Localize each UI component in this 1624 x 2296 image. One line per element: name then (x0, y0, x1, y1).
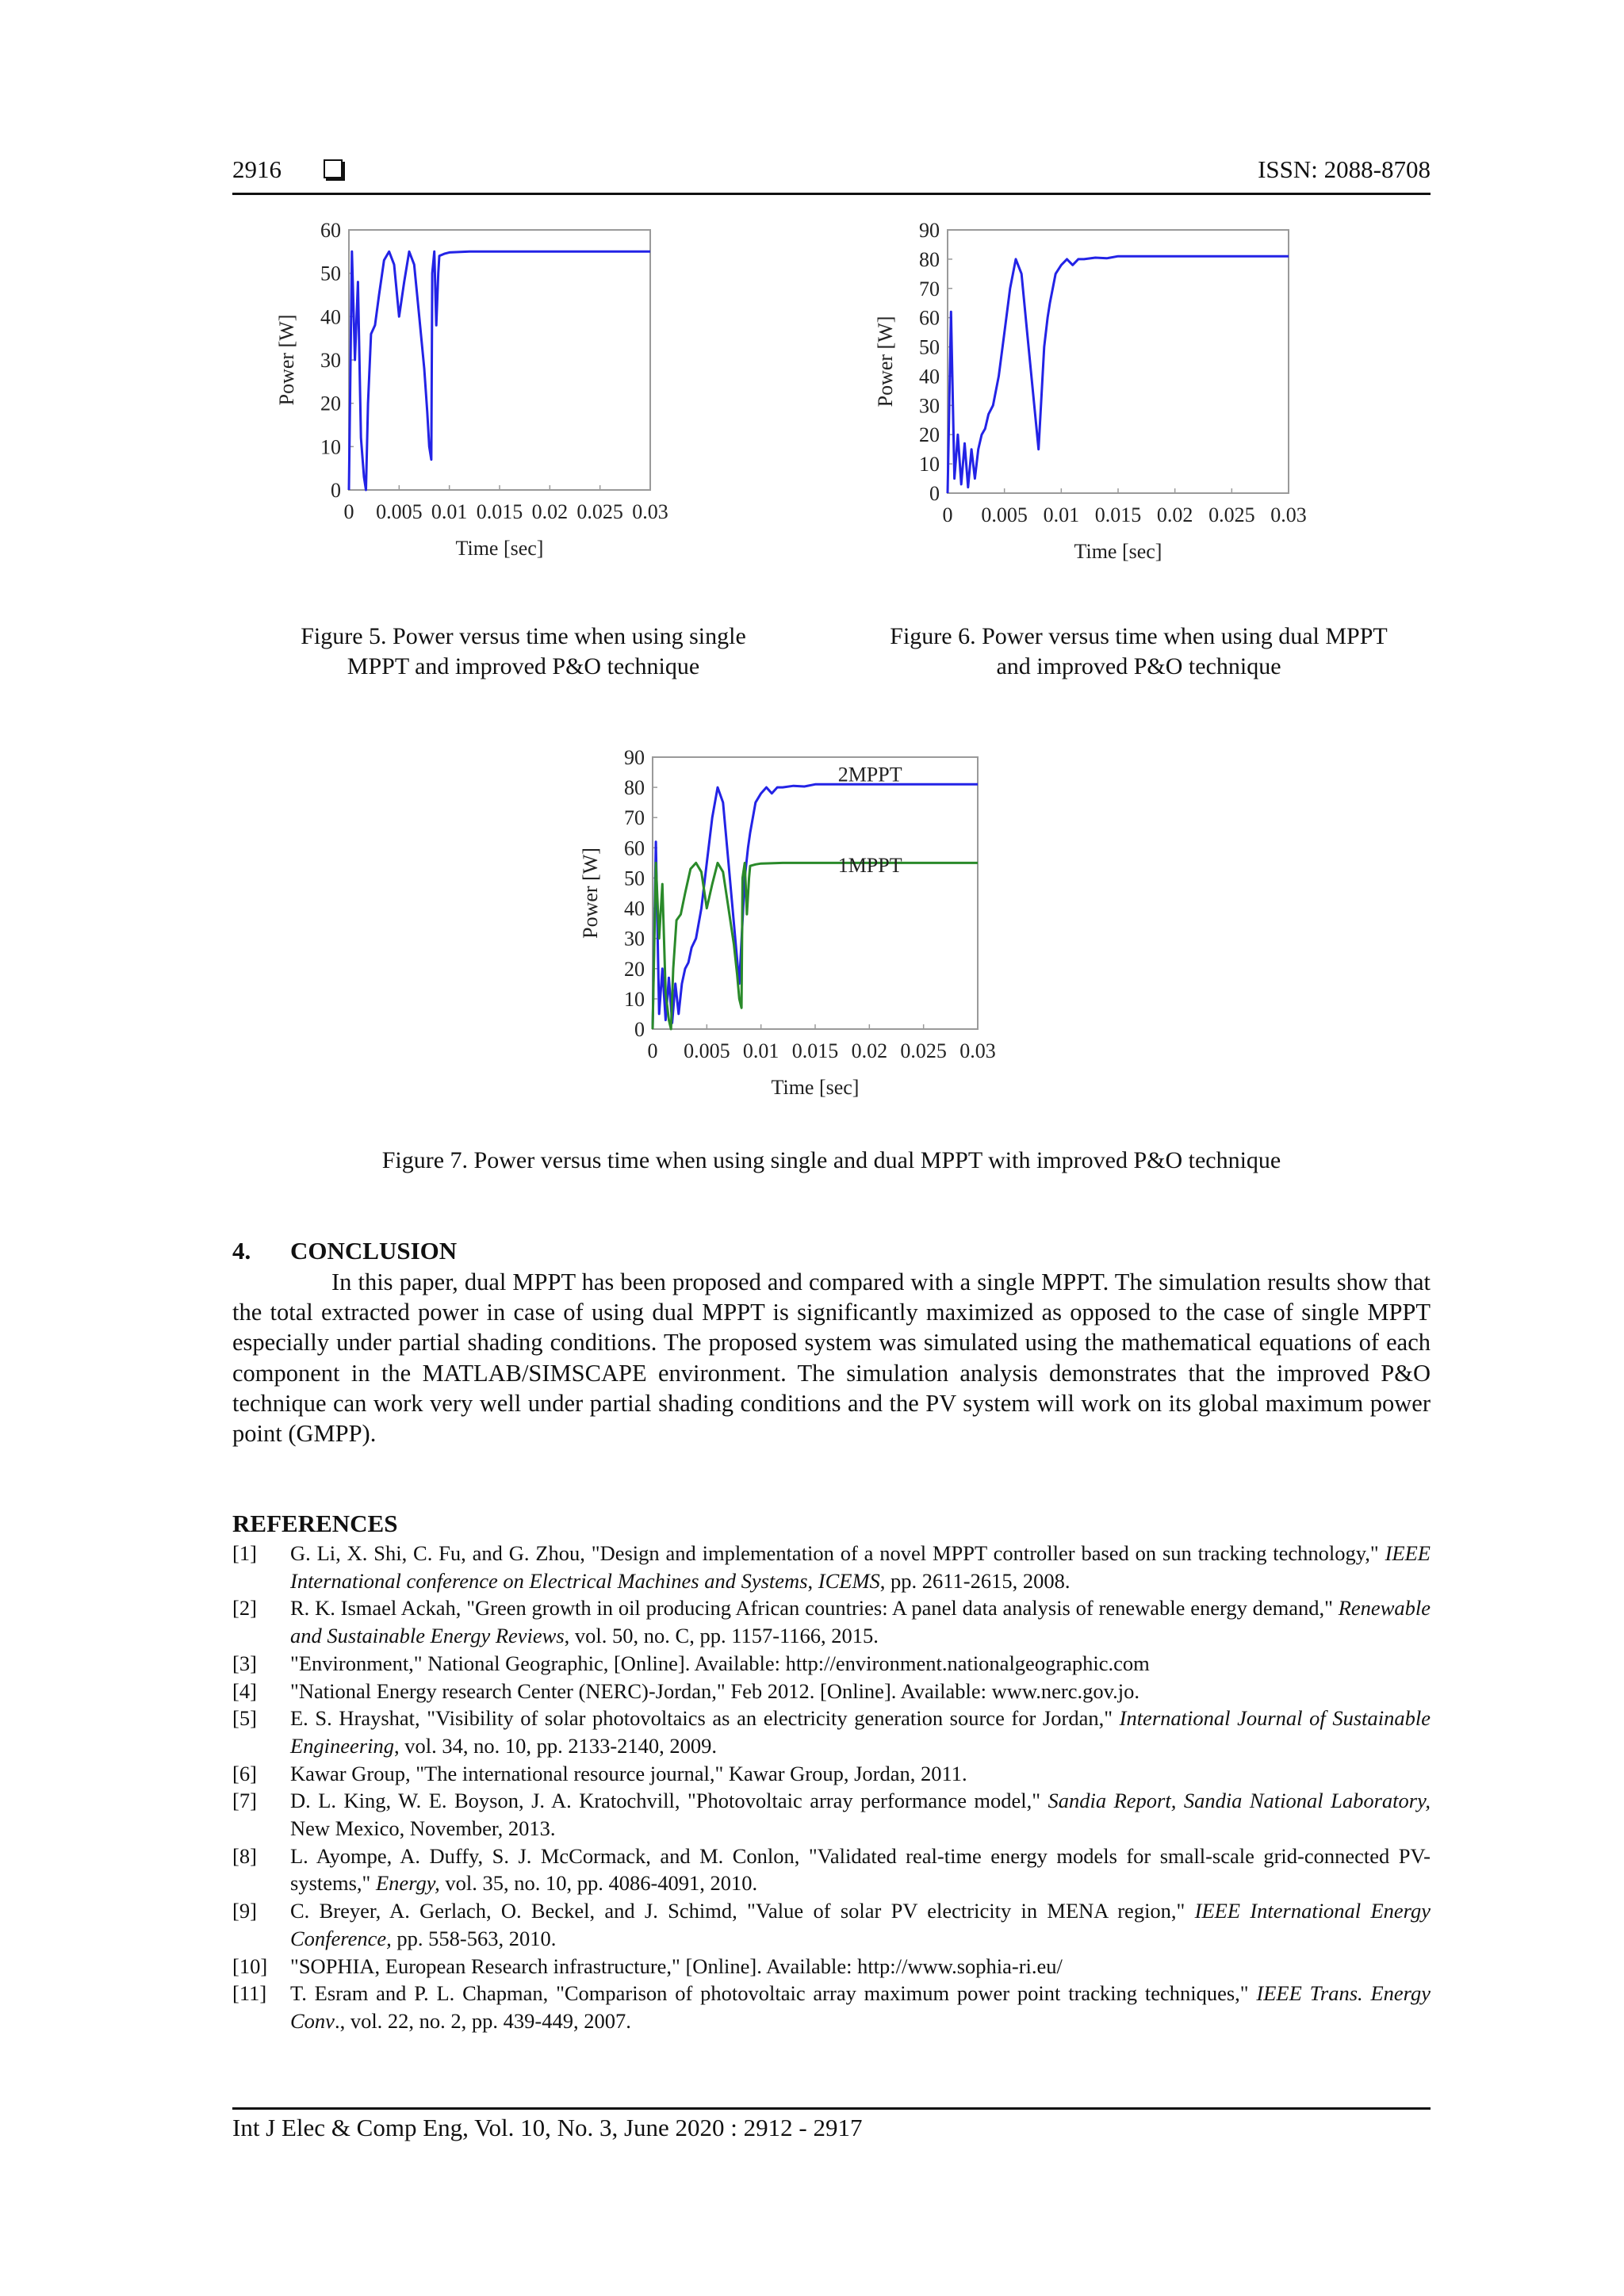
reference-number: [11] (232, 1981, 267, 2006)
y-tick-label: 40 (624, 897, 645, 920)
x-tick-label: 0.02 (531, 500, 569, 523)
reference-number: [6] (232, 1761, 257, 1785)
y-tick-label: 60 (624, 836, 645, 860)
figure-5-chart (254, 214, 809, 595)
y-tick-label: 0 (634, 1018, 645, 1041)
section-number: 4. (232, 1237, 251, 1265)
reference-number: [7] (232, 1789, 257, 1813)
y-tick-label: 40 (919, 365, 940, 388)
x-tick-label: 0.025 (576, 500, 623, 523)
y-tick-label: 30 (624, 927, 645, 951)
x-tick-label: 0.02 (1156, 503, 1193, 526)
reference-item (232, 1678, 1431, 1705)
figure-6-caption (845, 622, 1432, 682)
reference-item (232, 1760, 1431, 1788)
x-axis-label: Time [sec] (771, 1076, 860, 1099)
reference-item (232, 1650, 1431, 1678)
figure-5-caption-line-2: MPPT and improved P&O technique (347, 653, 700, 679)
reference-number: [10] (232, 1954, 268, 1978)
reference-text: "SOPHIA, European Research infrastructure," [Online]. Available: http://www.sophia-ri.eu/ (290, 1954, 1063, 1978)
reference-text: "National Energy research Center (NERC)-Jordan," Feb 2012. [Online]. Available: www.nerc.gov.jo. (290, 1678, 1140, 1703)
plot-frame (948, 230, 1289, 493)
header-rule (232, 193, 1431, 195)
x-tick-label: 0.005 (376, 500, 423, 523)
y-tick-label: 70 (919, 277, 940, 300)
x-tick-label: 0 (343, 500, 354, 523)
figure-5-caption-line-1: Figure 5. Power versus time when using single (301, 623, 746, 649)
y-tick-label: 20 (919, 423, 940, 447)
reference-text: C. Breyer, A. Gerlach, O. Beckel, and J. Schimd, "Value of solar PV electricity in MENA region," IEEE International Energy Conference, pp. 558-563, 2010. (290, 1899, 1431, 1950)
y-tick-label: 50 (624, 867, 645, 890)
journal-issn: ISSN: 2088-8708 (1258, 155, 1431, 183)
reference-item (232, 1705, 1431, 1759)
reference-text: "Environment," National Geographic, [Online]. Available: http://environment.nationalgeographic.com (290, 1651, 1150, 1675)
x-tick-label: 0.01 (1043, 503, 1080, 526)
x-tick-label: 0 (942, 503, 953, 526)
y-tick-label: 50 (320, 262, 341, 285)
y-tick-label: 10 (320, 435, 341, 459)
reference-text: T. Esram and P. L. Chapman, "Comparison of photovoltaic array maximum power point tracking techniques," IEEE Trans. Energy Conv., vol. 22, no. 2, pp. 439-449, 2007. (290, 1981, 1431, 2033)
y-tick-label: 20 (320, 392, 341, 415)
footer-rule (232, 2107, 1431, 2110)
x-tick-label: 0.03 (1270, 503, 1307, 526)
y-tick-label: 60 (919, 306, 940, 330)
figure-5-caption (238, 622, 809, 682)
x-axis-label: Time [sec] (1074, 540, 1162, 563)
x-tick-label: 0.025 (900, 1039, 947, 1062)
x-tick-label: 0.01 (742, 1039, 779, 1062)
y-tick-label: 30 (919, 394, 940, 418)
x-tick-label: 0.03 (959, 1039, 996, 1062)
reference-number: [1] (232, 1541, 257, 1565)
conclusion-paragraph: In this paper, dual MPPT has been proposed and compared with a single MPPT. The simulation results show that the total extracted power in case of using dual MPPT is significantly maximized as opposed to the case of single MPPT especially under partial shading conditions. The proposed system was simulated using the mathematical equations of each component in the MATLAB/SIMSCAPE environment. The simulation analysis demonstrates that the improved P&O technique can work very well under partial shading conditions and the PV system will work on its global maximum power point (GMPP). (232, 1269, 1431, 1448)
reference-text: L. Ayompe, A. Duffy, S. J. McCormack, and M. Conlon, "Validated real-time energy models for small-scale grid-connected PV-systems," Energy, vol. 35, no. 10, pp. 4086-4091, 2010. (290, 1843, 1431, 1896)
references-heading: REFERENCES (232, 1510, 398, 1537)
y-tick-label: 80 (919, 247, 940, 271)
x-tick-label: 0.005 (981, 503, 1028, 526)
y-axis-label: Power [W] (579, 848, 602, 939)
reference-text: G. Li, X. Shi, C. Fu, and G. Zhou, "Design and implementation of a novel MPPT controller based on sun tracking technology," IEEE International conference on Electrical Machines and Systems, ICEMS, pp. 2611-2615, 2008. (290, 1541, 1431, 1593)
x-tick-label: 0.03 (632, 500, 668, 523)
figure-6-caption-line-2: and improved P&O technique (996, 653, 1281, 679)
square-bullet-icon (324, 159, 343, 178)
series-annotation: 2MPPT (837, 763, 902, 786)
x-tick-label: 0 (647, 1039, 658, 1062)
y-tick-label: 90 (919, 219, 940, 242)
reference-text: Kawar Group, "The international resource journal," Kawar Group, Jordan, 2011. (290, 1761, 967, 1785)
y-tick-label: 70 (624, 806, 645, 830)
reference-item (232, 1953, 1431, 1980)
figure-7-caption: Figure 7. Power versus time when using single and dual MPPT with improved P&O technique (381, 1147, 1281, 1173)
x-tick-label: 0.025 (1208, 503, 1255, 526)
footer-citation: Int J Elec & Comp Eng, Vol. 10, No. 3, June 2020 : 2912 - 2917 (232, 2114, 863, 2141)
section-title: CONCLUSION (290, 1237, 458, 1265)
x-tick-label: 0.015 (791, 1039, 839, 1062)
y-tick-label: 0 (331, 479, 341, 502)
x-tick-label: 0.02 (851, 1039, 888, 1062)
y-tick-label: 60 (320, 219, 341, 242)
reference-item (232, 1594, 1431, 1649)
reference-item (232, 1787, 1431, 1842)
x-tick-label: 0.015 (476, 500, 523, 523)
y-tick-label: 80 (624, 776, 645, 800)
y-tick-label: 40 (320, 305, 341, 329)
conclusion-heading (232, 1237, 457, 1265)
y-tick-label: 10 (624, 987, 645, 1011)
figure-7-chart (555, 737, 1110, 1118)
y-axis-label: Power [W] (275, 314, 298, 406)
reference-item (232, 1540, 1431, 1594)
y-tick-label: 30 (320, 349, 341, 372)
figure-6-caption-line-1: Figure 6. Power versus time when using dual MPPT (890, 623, 1388, 649)
reference-number: [5] (232, 1706, 257, 1731)
x-axis-label: Time [sec] (455, 537, 544, 560)
y-tick-label: 90 (624, 746, 645, 769)
reference-number: [3] (232, 1651, 257, 1675)
reference-number: [2] (232, 1596, 257, 1621)
reference-text: D. L. King, W. E. Boyson, J. A. Kratochvill, "Photovoltaic array performance model," Sandia Report, Sandia National Laboratory, New Mexico, November, 2013. (290, 1789, 1431, 1841)
y-tick-label: 50 (919, 335, 940, 359)
reference-number: [9] (232, 1899, 257, 1923)
reference-text: E. S. Hrayshat, "Visibility of solar photovoltaics as an electricity generation source for Jordan," International Journal of Sustainable Engineering, vol. 34, no. 10, pp. 2133-2140, 2009. (290, 1706, 1431, 1758)
reference-number: [8] (232, 1843, 257, 1868)
x-tick-label: 0.01 (431, 500, 468, 523)
y-tick-label: 0 (929, 482, 940, 505)
reference-number: [4] (232, 1678, 257, 1703)
x-tick-label: 0.015 (1094, 503, 1142, 526)
reference-text: R. K. Ismael Ackah, "Green growth in oil producing African countries: A panel data analysis of renewable energy demand," Renewable and Sustainable Energy Reviews, vol. 50, no. C, pp. 1157-1166, 2015. (290, 1596, 1431, 1648)
page-number: 2916 (232, 155, 282, 183)
reference-item (232, 1980, 1431, 2034)
reference-item (232, 1897, 1431, 1952)
y-tick-label: 10 (919, 453, 940, 476)
x-tick-label: 0.005 (684, 1039, 730, 1062)
reference-item (232, 1843, 1431, 1897)
figure-6-chart (856, 214, 1411, 595)
reference-list (232, 1540, 1431, 2035)
y-tick-label: 20 (624, 957, 645, 981)
series-annotation: 1MPPT (837, 853, 902, 877)
y-axis-label: Power [W] (874, 316, 897, 408)
plot-frame (653, 757, 978, 1029)
